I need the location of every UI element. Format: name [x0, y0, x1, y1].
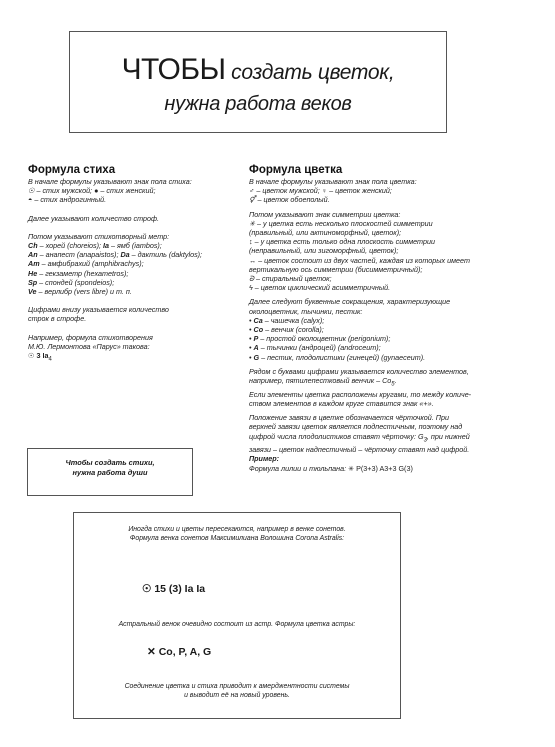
meter-row: He – гекзаметр (hexametros); [28, 268, 129, 278]
verse-heading: Формула стиха [28, 164, 116, 176]
symmetry-line: ϟ – цветок циклический асимметричный. [249, 283, 391, 293]
female-verse-icon: ● [94, 186, 99, 196]
title-italic-part: создать цветок, [225, 61, 395, 84]
flower-sex-line-1: ♂ – цветок мужской; ♀ – цветок женский; [249, 186, 392, 196]
wreath-formula: ☉ 15 (3) Ia Ia [142, 583, 206, 595]
numbers-text: ством элементов в каждом круге ставится знак «+». [249, 398, 434, 408]
symmetry-line: ↕ – у цветка есть только одна плоскость симметрии [249, 237, 435, 247]
male-symbol-icon: ♂ [249, 186, 255, 196]
letter-row: • G – пестик, плодолистики (гинецей) (gynaeceum). [249, 352, 426, 362]
letter-row: • Co – венчик (corolla); [249, 325, 324, 335]
female-symbol-icon: ♀ [321, 186, 328, 196]
verse-example-2: М.Ю. Лермонтова «Парус» такова: [28, 341, 150, 351]
wreath-intro: Иногда стихи и цветы пересекаются, например в венке сонетов. Формула венка сонетов Максимилиана Волошина Corona Astralis: [128, 526, 346, 542]
verse-formula-column [28, 164, 228, 365]
letters-intro-1: Далее следуют буквенные сокращения, характеризующие [249, 297, 451, 307]
letter-row: • P – простой околоцветник (perigonium); [249, 334, 391, 344]
meter-row: An – анапест (anapaistos); Da – дактиль (daktylos); [28, 250, 203, 260]
verse-intro: В начале формулы указывают знак пола стиха: [28, 177, 192, 186]
symmetry-line: вертикальную ось симметрии (бисимметричный); [249, 264, 423, 274]
letter-row: • A – тычинки (андроцей) (androceum); [249, 343, 381, 353]
verse-sex-text-1: – стих мужской; [34, 186, 95, 196]
numbers-text: Если элементы цветка расположены кругами, то между количе- [249, 389, 472, 399]
ovary-text: Положение завязи в цветке обозначается чёрточкой. При [249, 413, 449, 423]
ovary-text: завязи – цветок надпестичный – чёрточку ставят над цифрой. [249, 445, 470, 455]
male-verse-icon: ☉ [28, 186, 35, 196]
meter-row: Ch – хорей (choreios); Ia – ямб (iambos); [28, 241, 162, 251]
verse-lines-count-2: строк в строфе. [28, 314, 87, 324]
verse-example-formula: ☉ 3 $Ia_4$ [28, 351, 52, 363]
ovary-text: верхней завязи цветок является подпестичным, поэтому над [249, 422, 463, 432]
male-verse-icon: ☉ [28, 351, 35, 361]
ovary-text: цифрой числа плодолистиков ставят чёрточку: $G_3$, при нижней [249, 431, 470, 443]
symmetry-line: ᘐ – спиральный цветок; [249, 274, 332, 284]
flower-sex-line-2: ⚥ – цветок обоеполый. [249, 195, 330, 205]
symmetry-line: (правильный, или актиноморфный, цветок); [249, 228, 402, 238]
verse-lines-count-1: Цифрами внизу указывается количество [28, 305, 169, 315]
letter-row: • Ca – чашечка (calyx); [249, 315, 325, 325]
verse-example-1: Например, формула стихотворения [28, 332, 153, 342]
soul-box [27, 448, 193, 496]
title-line-2: нужна работа веков [164, 93, 352, 115]
symmetry-line: ↔ – цветок состоит из двух частей, каждая из которых имеет [249, 255, 470, 265]
meter-row: Sp – спондей (spondeios); [28, 277, 115, 287]
flower-heading: Формула цветка [249, 164, 343, 176]
letters-intro-2: околоцветник, тычинки, пестик: [249, 306, 363, 316]
verse-sex-text-3: – стих андрогинный. [32, 195, 107, 205]
numbers-text: например, пятилепестковый венчик – $Co_5$. [249, 376, 397, 388]
aster-intro: Астральный венок очевидно состоит из астр. Формула цветка астры: [118, 621, 356, 628]
title-box [69, 31, 447, 133]
androgynous-verse-icon: ◓ [28, 195, 33, 205]
flower-intro: В начале формулы указывают знак пола цветка: [249, 177, 417, 186]
symmetry-line: (неправильный, или зигоморфный, цветок); [249, 246, 399, 256]
flower-formula-column [249, 164, 527, 473]
verse-meter-intro: Потом указывают стихотворный метр: [28, 231, 170, 241]
verse-sex-text-2: – стих женский; [98, 186, 156, 196]
numbers-text: Рядом с буквами цифрами указывается количество элементов, [249, 366, 469, 376]
title-line-1 [70, 53, 446, 87]
meter-row: Ve – верлибр (vers libre) и т. п. [28, 287, 132, 297]
aster-formula: ✕ Co, P, A, G [147, 646, 212, 658]
verse-sex-line-1 [28, 186, 228, 195]
flower-example: Формула лилии и тюльпана: ✳ P(3+3) A3+3 G(3) [249, 463, 413, 473]
bisexual-symbol-icon: ⚥ [249, 195, 256, 205]
verse-sex-line-2 [28, 195, 228, 204]
conclusion: Соединение цветка и стиха приводит к амерджентности системы и выводит её на новый уровень. [124, 683, 350, 699]
soul-text: Чтобы создать стихи, нужна работа души [65, 458, 155, 477]
lily-formula: ✳ P(3+3) A3+3 G(3) [348, 463, 413, 473]
example-label: Пример: [249, 454, 280, 464]
symmetry-intro: Потом указывают знак симметрии цветка: [249, 209, 401, 219]
meter-row: Am – амфибрахий (amphibrachys); [28, 259, 144, 269]
symmetry-line: ✳ – у цветка есть несколько плоскостей симметрии [249, 218, 433, 228]
verse-strophes: Далее указывают количество строф. [28, 213, 160, 223]
title-big-word: ЧТОБЫ [121, 53, 226, 86]
sonnet-wreath-box [73, 512, 401, 719]
